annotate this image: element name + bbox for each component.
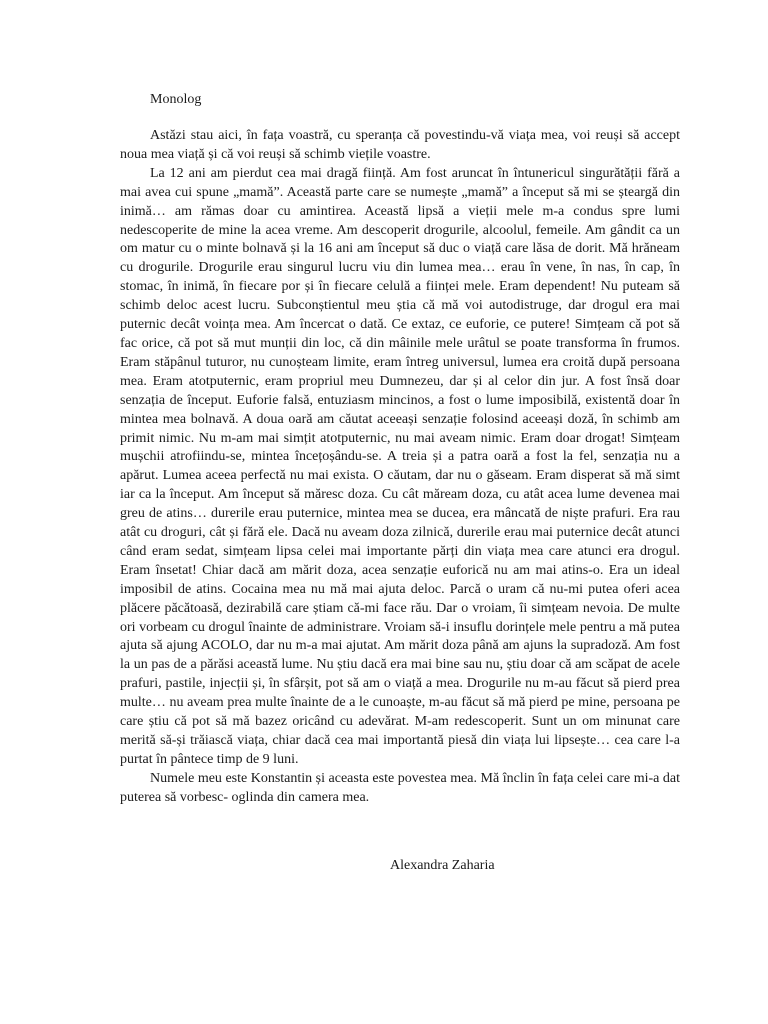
paragraph-intro: Astăzi stau aici, în fața voastră, cu speranța că povestindu-vă viața mea, voi reuși să accept noua mea viață și că voi reuși să schimb viețile voastre. <box>120 128 680 162</box>
author-signature: Alexandra Zaharia <box>390 858 495 873</box>
document-title: Monolog <box>150 92 202 107</box>
paragraph-story: La 12 ani am pierdut cea mai dragă ființă. Am fost aruncat în întunericul singurătății fără a mai avea cui spune „mamă”. Această parte care se numește „mamă” a început să mi se șteargă din inimă… am rămas doar cu amintirea. Această lipsă a vieții mele m-a condus spre lumi nedescoperite de mine la acea vreme. Am descoperit drogurile, alcoolul, femeile. Am gândit ca un om matur cu o minte bolnavă și la 16 ani am început să duc o viață care lăsa de dorit. Mă hrăneam cu drogurile. Drogurile erau singurul lucru viu din lumea mea… erau în vene, în nas, în cap, în stomac, în inimă, în fiecare por și în fiecare celulă a ființei mele. Eram dependent! Nu puteam să schimb deloc acest lucru. Subconștientul meu știa că mă voi autodistruge, dar drogul era mai puternic decât voința mea. Am încercat o dată. Ce extaz, ce euforie, ce putere! Simțeam că pot să fac orice, că pot să mut munții din loc, că din mâinile mele urâtul se poate transforma în frumos. Eram stăpânul tuturor, nu cunoșteam limite, eram întreg universul, lumea era croită după persoana mea. Eram atotputernic, eram propriul meu Dumnezeu, dar și al celor din jur. A fost însă doar senzația de început. Euforie falsă, entuziasm mincinos, a fost o lume imposibilă, existentă doar în mintea mea bolnavă. A doua oară am căutat aceeași senzație folosind aceeași doză, în schimb am primit nimic. Nu m-am mai simțit atotputernic, nu mai aveam nimic. Eram doar drogat! Simțeam mușchii atrofiindu-se, mintea încețoșându-se. A treia și a patra oară a fost la fel, senzația nu a apărut. Lumea aceea perfectă nu mai exista. O căutam, dar nu o găseam. Eram disperat să mă simt iar ca la început. Am început să măresc doza. Cu cât măream doza, cu atât acea lume devenea mai greu de atins… durerile erau puternice, mintea mea se ducea, era mâncată de niște prafuri. Era rau atât cu droguri, cât și fără ele. Dacă nu aveam doza zilnică, durerile erau mai puternice decât atunci când eram sedat, simțeam lipsa celei mai importante părți din viața mea care atunci era drogul. Eram însetat! Chiar dacă am mărit doza, acea senzație euforică nu am mai atins-o. Era un ideal imposibil de atins. Cocaina mea nu mă mai ajuta deloc. Parcă o uram că nu-mi putea oferi acea plăcere păcătoasă, dezirabilă care știam că-mi face rău. Dar o vroiam, îi simțeam nevoia. De multe ori vorbeam cu drogul înainte de administrare. Vroiam să-i insuflu dorințele mele pentru a mă putea ajuta să ajung ACOLO, dar nu m-a mai ajutat. Am mărit doza până am ajuns la supradoză. Am fost la un pas de a părăsi această lume. Nu știu dacă era mai bine sau nu, știu doar că am scăpat de acele prafuri, pastile, injecții și, în sfârșit, pot să am o viață a mea. Drogurile nu m-au făcut să pierd prea multe… nu aveam prea multe înainte de a le cunoaște, m-au făcut să mă pierd pe mine, persoana pe care știu că pot să mă bazez oricând cu adevărat. M-am redescoperit. Sunt un om minunat care merită să-și trăiască viața, chiar dacă cea mai importantă piesă din viața lui lipsește… cea care l-a purtat în pântece timp de 9 luni. <box>120 165 680 767</box>
paragraph-closing: Numele meu este Konstantin și aceasta este povestea mea. Mă înclin în fața celei care mi-a dat puterea să vorbesc- oglinda din camera mea. <box>120 770 680 805</box>
document-body <box>120 127 680 808</box>
